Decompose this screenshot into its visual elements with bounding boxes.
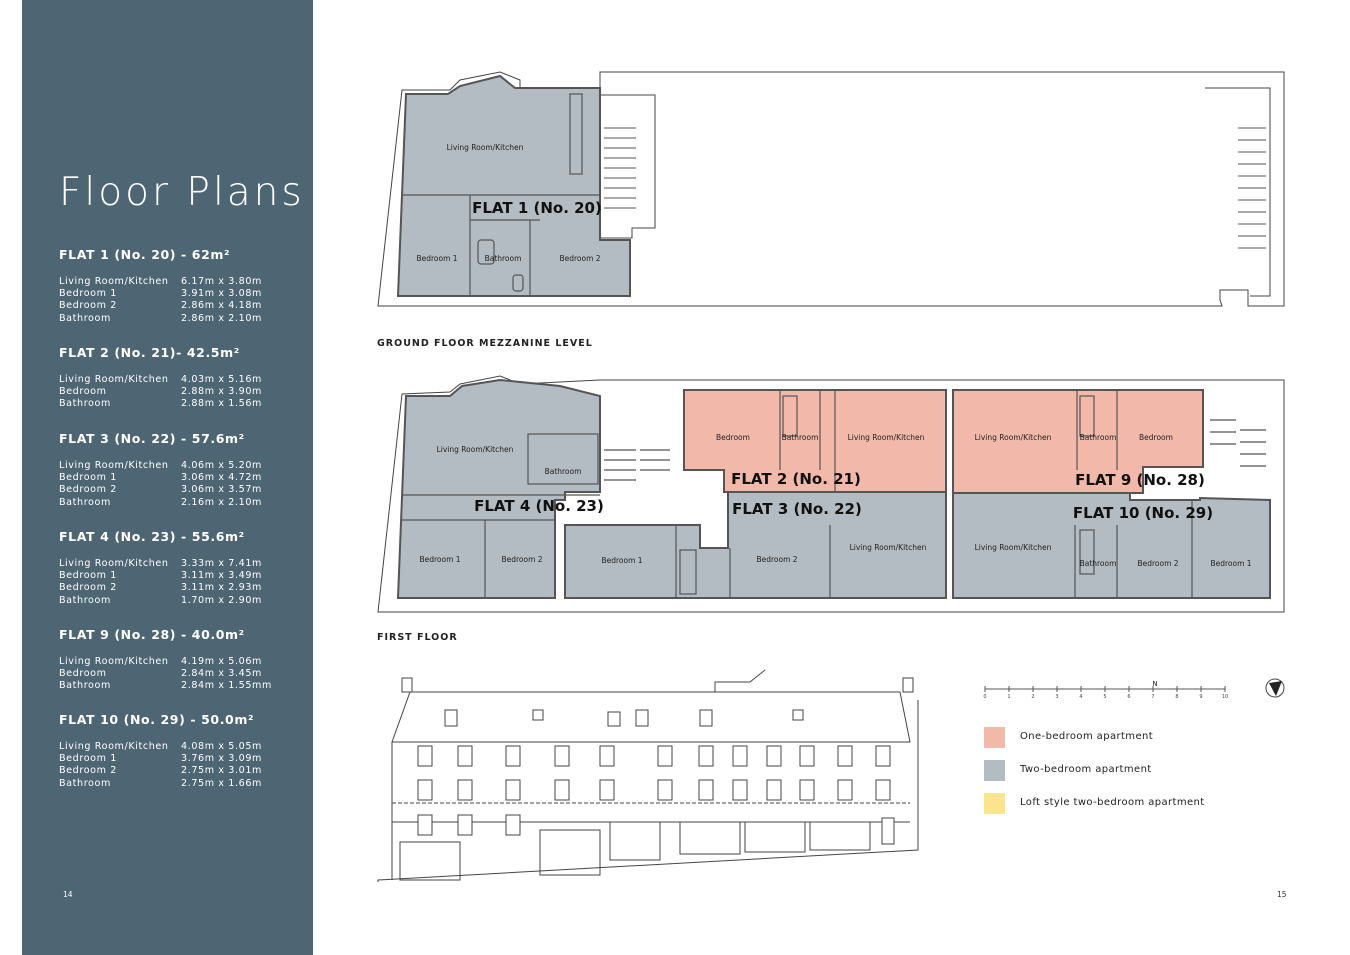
north-arrow-icon (1266, 679, 1284, 697)
svg-text:7: 7 (1151, 694, 1155, 700)
svg-text:6: 6 (1127, 694, 1131, 700)
elevation-windows (418, 746, 894, 844)
room-label: Bedroom (1139, 433, 1173, 442)
spec-row: Bedroom 1 3.06m x 4.72m (59, 472, 262, 484)
svg-text:3: 3 (1055, 694, 1059, 700)
flat2-label: FLAT 2 (No. 21) (731, 470, 861, 488)
flat-heading: FLAT 2 (No. 21)- 42.5m² (59, 345, 240, 360)
flat10-label: FLAT 10 (No. 29) (1072, 504, 1214, 522)
room-label: Bathroom (781, 433, 819, 442)
room-label: Bathroom (484, 254, 522, 263)
flat-heading: FLAT 4 (No. 23) - 55.6m² (59, 529, 245, 544)
elevation-drawing (378, 670, 918, 882)
flat4-label: FLAT 4 (No. 23) (474, 497, 604, 515)
scale-ticks (983, 694, 1228, 700)
first-floor-label: FIRST FLOOR (377, 632, 458, 643)
scale-bar (985, 686, 1225, 692)
room-label: Living Room/Kitchen (974, 543, 1052, 552)
svg-text:5: 5 (1103, 694, 1107, 700)
spec-row: Living Room/Kitchen 4.08m x 5.05m (59, 741, 262, 752)
svg-text:0: 0 (983, 694, 987, 700)
page-title: Floor Plans (59, 170, 305, 215)
spec-row: Bedroom 1 3.76m x 3.09m (59, 753, 262, 765)
room-label: Bedroom 1 (601, 556, 643, 565)
svg-text:1: 1 (1007, 694, 1011, 700)
spec-row: Bedroom 2 2.86m x 4.18m (59, 300, 262, 312)
room-label: Bedroom 2 (756, 555, 798, 564)
room-label: Bedroom 2 (559, 254, 601, 263)
mezzanine-level-label: GROUND FLOOR MEZZANINE LEVEL (377, 338, 593, 349)
spec-row: Bedroom 1 3.91m x 3.08m (59, 288, 262, 300)
spec-row: Bedroom 2 2.75m x 3.01m (59, 765, 262, 777)
spec-row: Bedroom 2.88m x 3.90m (59, 386, 262, 398)
flat1-fill (398, 76, 630, 296)
room-label: Living Room/Kitchen (847, 433, 925, 442)
room-label: Bedroom 1 (1210, 559, 1252, 568)
spec-row: Bedroom 1 3.11m x 3.49m (59, 570, 262, 582)
room-label: Living Room/Kitchen (849, 543, 927, 552)
spec-row: Bathroom 2.16m x 2.10m (59, 496, 262, 508)
flat-heading: FLAT 10 (No. 29) - 50.0m² (59, 712, 255, 727)
flat1-label: FLAT 1 (No. 20) (472, 199, 602, 217)
room-label: Bedroom 1 (419, 555, 461, 564)
flat-heading: FLAT 3 (No. 22) - 57.6m² (59, 431, 245, 446)
two-bed-swatch (984, 760, 1005, 781)
spec-row: Bedroom 2.84m x 3.45m (59, 668, 262, 680)
room-label: Living Room/Kitchen (974, 433, 1052, 442)
svg-text:4: 4 (1079, 694, 1083, 700)
spec-row: Bathroom 2.75m x 1.66m (59, 777, 262, 789)
mezzanine-stairs (604, 128, 1266, 248)
spec-row: Bedroom 2 3.11m x 2.93m (59, 582, 262, 594)
spec-row: Bathroom 2.84m x 1.55mm (59, 680, 272, 692)
spec-row: Bathroom 1.70m x 2.90m (59, 594, 262, 606)
loft-swatch (984, 793, 1005, 814)
flat3-label: FLAT 3 (No. 22) (732, 500, 862, 518)
room-label: Bedroom 1 (416, 254, 458, 263)
flat-heading: FLAT 1 (No. 20) - 62m² (59, 247, 231, 262)
spec-row: Living Room/Kitchen 4.03m x 5.16m (59, 374, 262, 385)
page-number-left: 14 (63, 890, 73, 899)
spec-row: Bathroom 2.86m x 2.10m (59, 312, 262, 324)
page-number-right: 15 (1277, 890, 1287, 899)
spec-row: Living Room/Kitchen 6.17m x 3.80m (59, 276, 262, 287)
spec-row: Living Room/Kitchen 4.19m x 5.06m (59, 656, 262, 667)
svg-text:9: 9 (1199, 694, 1203, 700)
room-label: Living Room/Kitchen (436, 445, 514, 454)
spec-row: Living Room/Kitchen 3.33m x 7.41m (59, 558, 262, 569)
room-label: Bathroom (1079, 433, 1117, 442)
flat-heading: FLAT 9 (No. 28) - 40.0m² (59, 627, 245, 642)
room-label: Bathroom (544, 467, 582, 476)
svg-text:8: 8 (1175, 694, 1179, 700)
one-bed-swatch (984, 727, 1005, 748)
north-label: N (1152, 680, 1158, 688)
room-label: Bathroom (1079, 559, 1117, 568)
svg-text:2: 2 (1031, 694, 1035, 700)
spec-row: Bathroom 2.88m x 1.56m (59, 398, 262, 410)
spec-row: Living Room/Kitchen 4.06m x 5.20m (59, 460, 262, 471)
flat9-label: FLAT 9 (No. 28) (1075, 471, 1205, 489)
svg-text:10: 10 (1221, 694, 1229, 700)
room-label: Living Room/Kitchen (446, 143, 524, 152)
room-label: Bedroom (716, 433, 750, 442)
room-label: Bedroom 2 (501, 555, 543, 564)
spec-row: Bedroom 2 3.06m x 3.57m (59, 484, 262, 496)
room-label: Bedroom 2 (1137, 559, 1179, 568)
